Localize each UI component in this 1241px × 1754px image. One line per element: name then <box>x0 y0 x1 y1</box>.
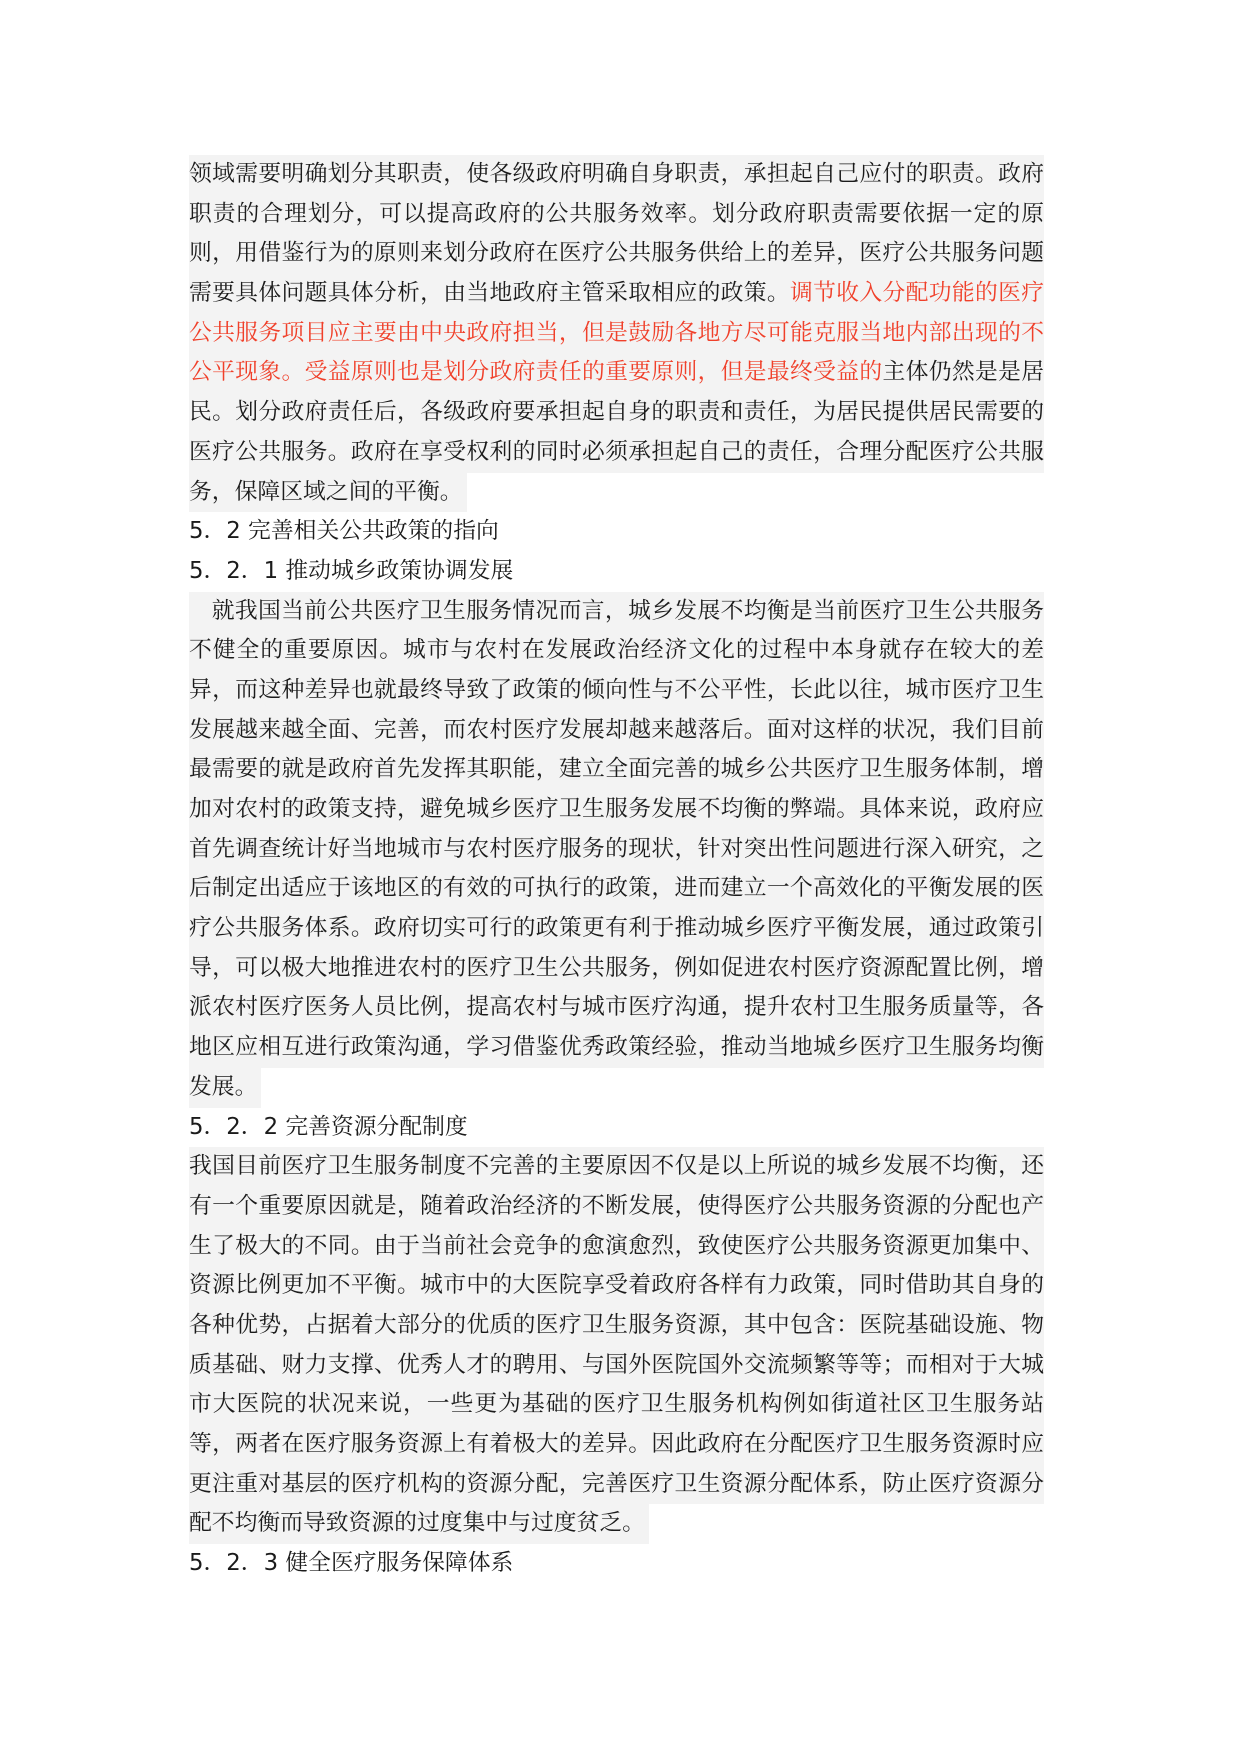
paragraph-line: 资源比例更加不平衡。城市中的大医院享受着政府各样有力政策，同时借助其自身的 <box>189 1266 1044 1306</box>
paragraph-line: 质基础、财力支撑、优秀人才的聘用、与国外医院国外交流频繁等等；而相对于大城 <box>189 1346 1044 1386</box>
line-text: 主体仍然是是居 <box>882 359 1045 386</box>
paragraph-line <box>189 274 1044 314</box>
paragraph-line: 各种优势，占据着大部分的优质的医疗卫生服务资源，其中包含：医院基础设施、物 <box>189 1306 1044 1346</box>
paragraph-line <box>189 314 1044 354</box>
paragraph-line: 发展。 <box>189 1068 261 1108</box>
paragraph-line: 更注重对基层的医疗机构的资源分配，完善医疗卫生资源分配体系，防止医疗资源分 <box>189 1465 1044 1505</box>
paragraph-line: 派农村医疗医务人员比例，提高农村与城市医疗沟通，提升农村卫生服务质量等，各 <box>189 988 1044 1028</box>
paragraph-line: 配不均衡而导致资源的过度集中与过度贫乏。 <box>189 1504 649 1544</box>
paragraph-line: 首先调查统计好当地城市与农村医疗服务的现状，针对突出性问题进行深入研究，之 <box>189 830 1044 870</box>
paragraph-line: 务，保障区域之间的平衡。 <box>189 473 467 513</box>
line-text: 需要具体问题具体分析，由当地政府主管采取相应的政策。 <box>189 280 791 307</box>
paragraph-line: 民。划分政府责任后，各级政府要承担起自身的职责和责任，为居民提供居民需要的 <box>189 393 1044 433</box>
document-body <box>189 155 1044 1584</box>
paragraph-intro <box>189 155 1044 512</box>
section-heading-5-2-1: 5．2．1 推动城乡政策协调发展 <box>189 557 514 584</box>
paragraph-line <box>189 353 1044 393</box>
paragraph-line: 领域需要明确划分其职责，使各级政府明确自身职责，承担起自己应付的职责。政府 <box>189 155 1044 195</box>
paragraph-line: 疗公共服务体系。政府切实可行的政策更有利于推动城乡医疗平衡发展，通过政策引 <box>189 909 1044 949</box>
emphasized-text: 调节收入分配功能的医疗 <box>790 280 1045 307</box>
paragraph-line: 地区应相互进行政策沟通，学习借鉴优秀政策经验，推动当地城乡医疗卫生服务均衡 <box>189 1028 1044 1068</box>
paragraph-line: 我国目前医疗卫生服务制度不完善的主要原因不仅是以上所说的城乡发展不均衡，还 <box>189 1147 1044 1187</box>
paragraph-line: 就我国当前公共医疗卫生服务情况而言，城乡发展不均衡是当前医疗卫生公共服务 <box>189 592 1044 632</box>
paragraph-line: 医疗公共服务。政府在享受权利的同时必须承担起自己的责任，合理分配医疗公共服 <box>189 433 1044 473</box>
paragraph-line: 等，两者在医疗服务资源上有着极大的差异。因此政府在分配医疗卫生服务资源时应 <box>189 1425 1044 1465</box>
paragraph-line: 异，而这种差异也就最终导致了政策的倾向性与不公平性，长此以往，城市医疗卫生 <box>189 671 1044 711</box>
emphasized-text: 公平现象。受益原则也是划分政府责任的重要原则，但是最终受益的 <box>189 359 883 386</box>
paragraph-5-2-2 <box>189 1147 1044 1544</box>
paragraph-line: 后制定出适应于该地区的有效的可执行的政策，进而建立一个高效化的平衡发展的医 <box>189 869 1044 909</box>
section-heading-5-2-3: 5．2．3 健全医疗服务保障体系 <box>189 1550 514 1577</box>
paragraph-line: 市大医院的状况来说，一些更为基础的医疗卫生服务机构例如街道社区卫生服务站 <box>189 1385 1044 1425</box>
paragraph-line: 加对农村的政策支持，避免城乡医疗卫生服务发展不均衡的弊端。具体来说，政府应 <box>189 790 1044 830</box>
section-heading-5-2: 5．2 完善相关公共政策的指向 <box>189 518 499 545</box>
section-heading-5-2-2: 5．2．2 完善资源分配制度 <box>189 1113 468 1140</box>
paragraph-line: 职责的合理划分，可以提高政府的公共服务效率。划分政府职责需要依据一定的原 <box>189 195 1044 235</box>
paragraph-line: 最需要的就是政府首先发挥其职能，建立全面完善的城乡公共医疗卫生服务体制，增 <box>189 750 1044 790</box>
paragraph-line: 则，用借鉴行为的原则来划分政府在医疗公共服务供给上的差异，医疗公共服务问题 <box>189 234 1044 274</box>
emphasized-text: 公共服务项目应主要由中央政府担当，但是鼓励各地方尽可能克服当地内部出现的不 <box>189 319 1044 346</box>
paragraph-line: 不健全的重要原因。城市与农村在发展政治经济文化的过程中本身就存在较大的差 <box>189 631 1044 671</box>
paragraph-line: 发展越来越全面、完善，而农村医疗发展却越来越落后。面对这样的状况，我们目前 <box>189 711 1044 751</box>
paragraph-line: 生了极大的不同。由于当前社会竞争的愈演愈烈，致使医疗公共服务资源更加集中、 <box>189 1227 1044 1267</box>
paragraph-5-2-1 <box>189 592 1044 1108</box>
paragraph-line: 导，可以极大地推进农村的医疗卫生公共服务，例如促进农村医疗资源配置比例，增 <box>189 949 1044 989</box>
paragraph-line: 有一个重要原因就是，随着政治经济的不断发展，使得医疗公共服务资源的分配也产 <box>189 1187 1044 1227</box>
